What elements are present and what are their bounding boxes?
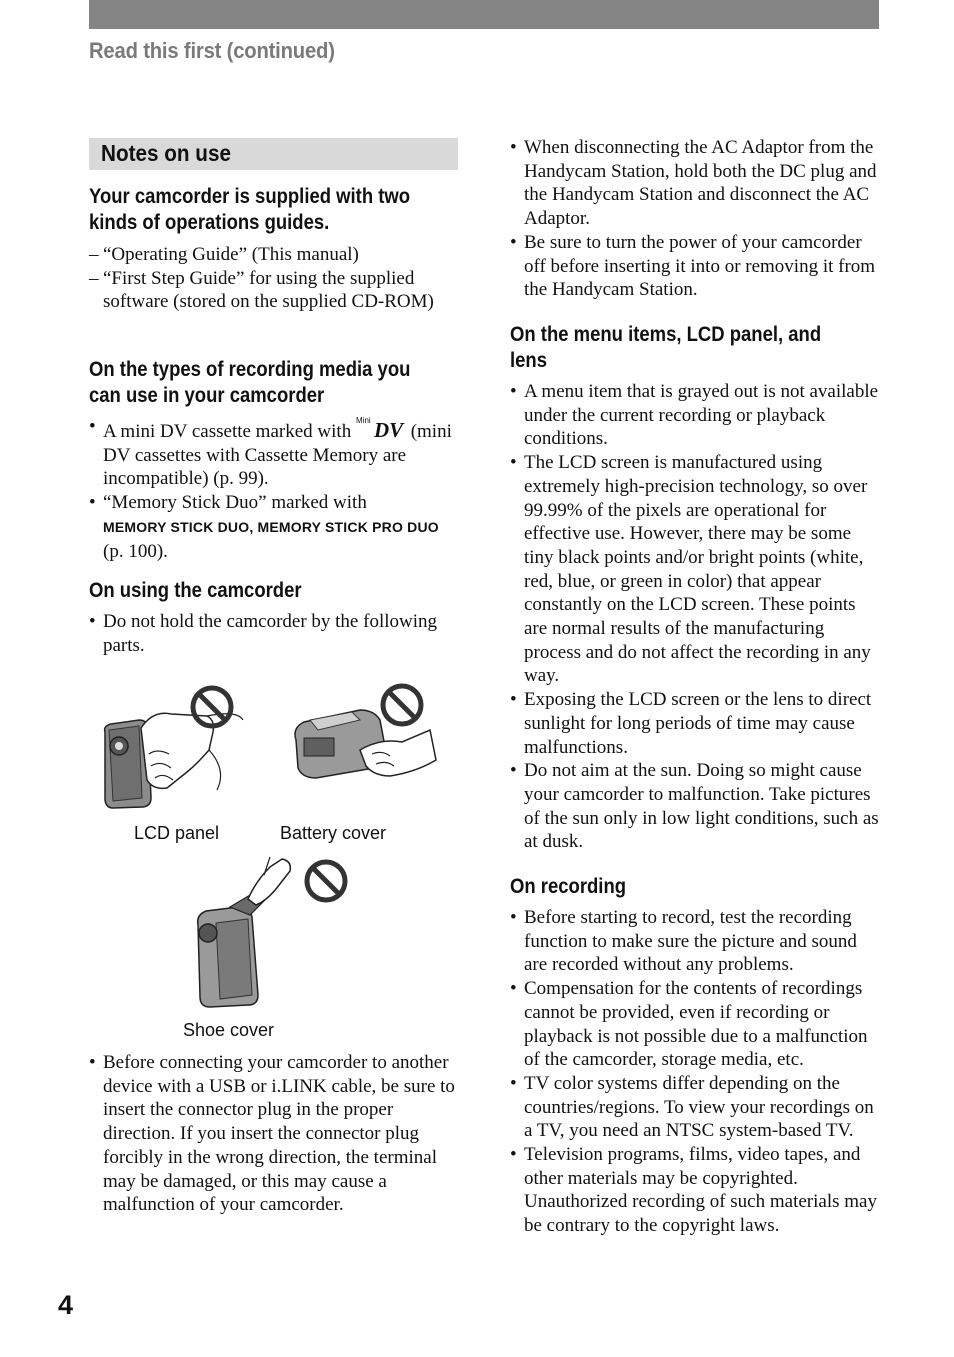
list-item: • The LCD screen is manufactured using extremely high-precision technology, so over 99.99% of the pixels are operational for effective use. However, there may be some tiny black points and/or bright points (white, red, blue, or green in color) that appear constantly on the LCD screen. These points are normal results of the manufacturing process and do not affect the recording in any way.: [510, 451, 882, 688]
list-item: – “Operating Guide” (This manual): [89, 243, 461, 267]
media-list: [89, 415, 461, 563]
list-item: • Compensation for the contents of recordings cannot be provided, even if recording or playback is not possible due to a malfunction of the camcorder, storage media, etc.: [510, 977, 882, 1072]
list-item: • Television programs, films, video tapes, and other materials may be copyrighted. Unauthorized recording of such materials may be contrary to the copyright laws.: [510, 1143, 882, 1238]
list-item: • A mini DV cassette marked with Mini DV (mini DV cassettes with Cassette Memory are incompatible) (p. 99).: [89, 415, 461, 491]
list-item: • Before connecting your camcorder to another device with a USB or i.LINK cable, be sure to insert the connector plug in the proper direction. If you insert the connector plug forcibly in the wrong direction, the terminal may be damaged, or this may cause a malfunction of your camcorder.: [89, 1051, 461, 1217]
running-head: Read this first (continued): [89, 38, 335, 63]
heading-guides: Your camcorder is supplied with two kinds of operations guides.: [89, 185, 411, 234]
list-item: • “Memory Stick Duo” marked with MEMORY STICK DUO, MEMORY STICK PRO DUO (p. 100).: [89, 491, 461, 563]
list-item: • Before starting to record, test the recording function to make sure the picture and sound are recorded without any problems.: [510, 906, 882, 977]
list-item: • A menu item that is grayed out is not available under the current recording or playback conditions.: [510, 380, 882, 451]
lcd-panel-illustration: [97, 680, 247, 815]
header-bar: [89, 0, 879, 29]
list-item: • Be sure to turn the power of your camcorder off before inserting it into or removing it from the Handycam Station.: [510, 231, 882, 302]
mini-dv-logo: [356, 415, 406, 439]
list-item: • Do not aim at the sun. Doing so might cause your camcorder to malfunction. Take pictures of the sun only in low light conditions, such as at dusk.: [510, 759, 882, 854]
caption-lcd-panel: LCD panel: [134, 823, 220, 843]
using-list-2: [89, 1051, 461, 1217]
list-item: • TV color systems differ depending on the countries/regions. To view your recordings on a TV, you need an NTSC system-based TV.: [510, 1072, 882, 1143]
section-title: Notes on use: [101, 140, 231, 166]
heading-menu-lcd-lens: On the menu items, LCD panel, and lens: [510, 323, 822, 372]
heading-media: On the types of recording media you can use in your camcorder: [89, 358, 411, 407]
heading-recording: On recording: [510, 875, 627, 898]
svg-text:DV: DV: [373, 418, 404, 439]
svg-text:Mini: Mini: [355, 416, 371, 425]
memory-stick-logos: MEMORY STICK DUO, MEMORY STICK PRO DUO: [103, 518, 439, 535]
list-item: – “First Step Guide” for using the supplied software (stored on the supplied CD-ROM): [89, 267, 461, 314]
guides-list: [89, 243, 461, 314]
recording-list: [510, 906, 882, 1238]
using-list-1: [89, 610, 461, 657]
heading-using: On using the camcorder: [89, 579, 302, 602]
menu-list: [510, 380, 882, 854]
list-item: • When disconnecting the AC Adaptor from the Handycam Station, hold both the DC plug and the Handycam Station and disconnect the AC Adaptor.: [510, 136, 882, 231]
caption-shoe-cover: Shoe cover: [183, 1020, 275, 1040]
list-item: • Exposing the LCD screen or the lens to direct sunlight for long periods of time may cause malfunctions.: [510, 688, 882, 759]
caption-battery-cover: Battery cover: [280, 823, 387, 843]
station-list: [510, 136, 882, 302]
list-item: • Do not hold the camcorder by the following parts.: [89, 610, 461, 657]
page-number: 4: [58, 1290, 74, 1320]
shoe-cover-illustration: [190, 855, 355, 1010]
battery-cover-illustration: [290, 680, 440, 785]
